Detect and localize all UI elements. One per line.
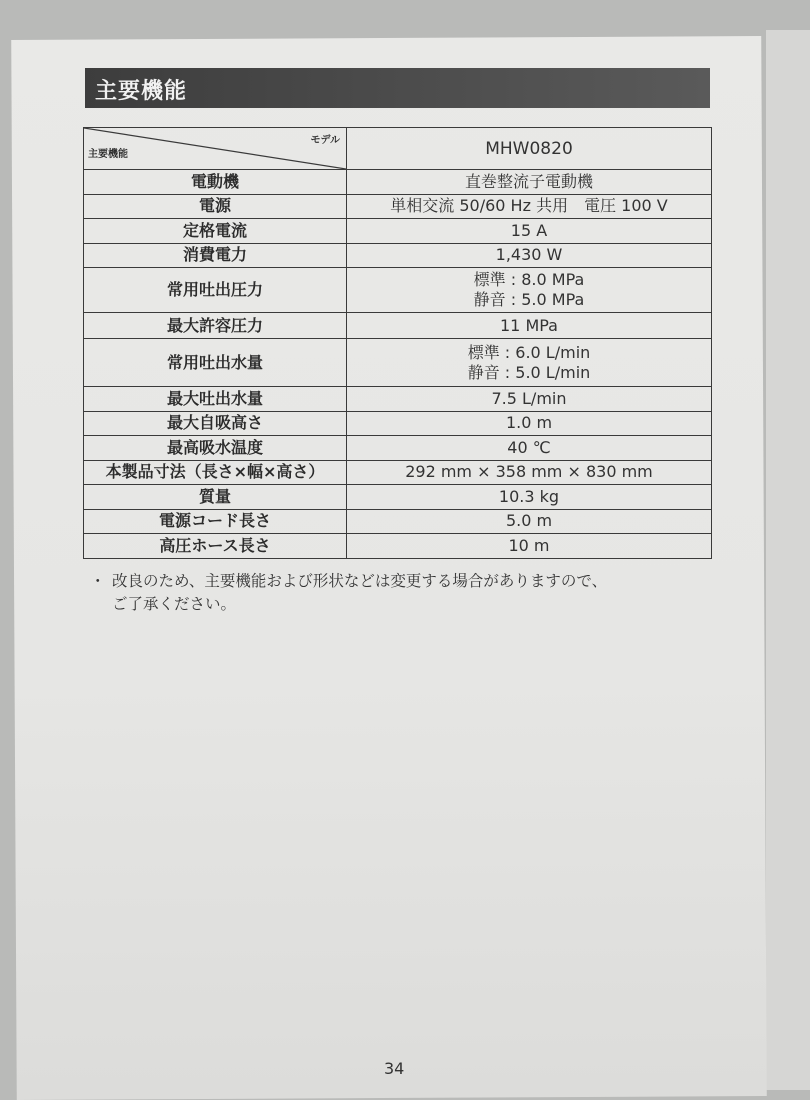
- spec-value: [347, 313, 712, 339]
- table-row: [84, 219, 712, 244]
- spec-table: [83, 127, 712, 559]
- spec-label: 電動機: [84, 170, 347, 195]
- spec-value-line: 標準 : 8.0 MPa: [473, 270, 585, 289]
- note-line-1: 改良のため、主要機能および形状などは変更する場合がありますので、: [112, 572, 608, 590]
- table-row: [84, 534, 712, 559]
- table-row: [84, 170, 712, 195]
- spec-value: [347, 170, 712, 195]
- table-row: [84, 460, 712, 485]
- spec-value-line: 直巻整流子電動機: [464, 171, 593, 191]
- spec-value-line: 1,430 W: [495, 245, 563, 265]
- spec-value: [347, 339, 712, 387]
- spec-value-line: 10 m: [508, 535, 550, 555]
- spec-value-line: 1.0 m: [505, 413, 553, 433]
- model-name: MHW0820: [347, 128, 712, 170]
- spec-label: 最大自吸高さ: [84, 411, 347, 436]
- table-row: [84, 243, 712, 268]
- spec-value: [347, 411, 712, 436]
- spec-label: 最大許容圧力: [84, 313, 347, 339]
- spec-value: [347, 194, 712, 219]
- adjacent-page: [766, 30, 810, 1090]
- spec-label: 電源: [84, 194, 347, 219]
- spec-label: 常用吐出圧力: [84, 268, 347, 313]
- spec-value-line: 7.5 L/min: [491, 388, 567, 408]
- header-feature-label: 主要機能: [88, 149, 128, 160]
- spec-value: [347, 436, 712, 461]
- spec-value-line: 11 MPa: [500, 315, 558, 335]
- table-header-row: [84, 128, 712, 170]
- table-row: [84, 485, 712, 510]
- table-row: [84, 387, 712, 412]
- section-title: 主要機能: [95, 79, 188, 104]
- table-row: [84, 436, 712, 461]
- table-row: [84, 268, 712, 313]
- spec-label: 定格電流: [84, 219, 347, 244]
- spec-value: [347, 460, 712, 485]
- spec-value: [347, 243, 712, 268]
- spec-value: [347, 268, 712, 313]
- spec-value-line: 5.0 m: [505, 511, 553, 531]
- page-number: 34: [384, 1059, 405, 1078]
- table-row: [84, 313, 712, 339]
- spec-value-line: 40 ℃: [507, 437, 551, 457]
- spec-value: [347, 387, 712, 412]
- header-diagonal-cell: [84, 128, 347, 170]
- spec-value-line: 単相交流 50/60 Hz 共用 電圧 100 V: [390, 196, 668, 216]
- spec-label: 電源コード長さ: [84, 509, 347, 534]
- spec-label: 高圧ホース長さ: [84, 534, 347, 559]
- header-model-label: モデル: [310, 135, 340, 146]
- spec-value: [347, 219, 712, 244]
- spec-label: 本製品寸法（長さ×幅×高さ）: [84, 460, 347, 485]
- table-row: [84, 339, 712, 387]
- spec-label: 常用吐出水量: [84, 339, 347, 387]
- table-row: [84, 411, 712, 436]
- section-title-bar: [85, 68, 710, 108]
- spec-value-line: 静音 : 5.0 L/min: [467, 362, 591, 382]
- spec-value-line: 292 mm × 358 mm × 830 mm: [405, 462, 653, 482]
- spec-label: 質量: [84, 485, 347, 510]
- spec-label: 最大吐出水量: [84, 387, 347, 412]
- spec-label: 消費電力: [84, 243, 347, 268]
- spec-value: [347, 509, 712, 534]
- spec-value-line: 静音 : 5.0 MPa: [473, 290, 585, 309]
- footnote: [90, 570, 607, 616]
- table-row: [84, 509, 712, 534]
- spec-value-line: 15 A: [510, 220, 548, 240]
- spec-value-line: 10.3 kg: [498, 486, 560, 506]
- spec-value-line: 標準 : 6.0 L/min: [467, 342, 591, 362]
- note-line-2: ご了承ください。: [112, 595, 237, 613]
- table-row: [84, 194, 712, 219]
- note-bullet: ・: [90, 572, 106, 590]
- spec-value: [347, 485, 712, 510]
- spec-label: 最高吸水温度: [84, 436, 347, 461]
- spec-value: [347, 534, 712, 559]
